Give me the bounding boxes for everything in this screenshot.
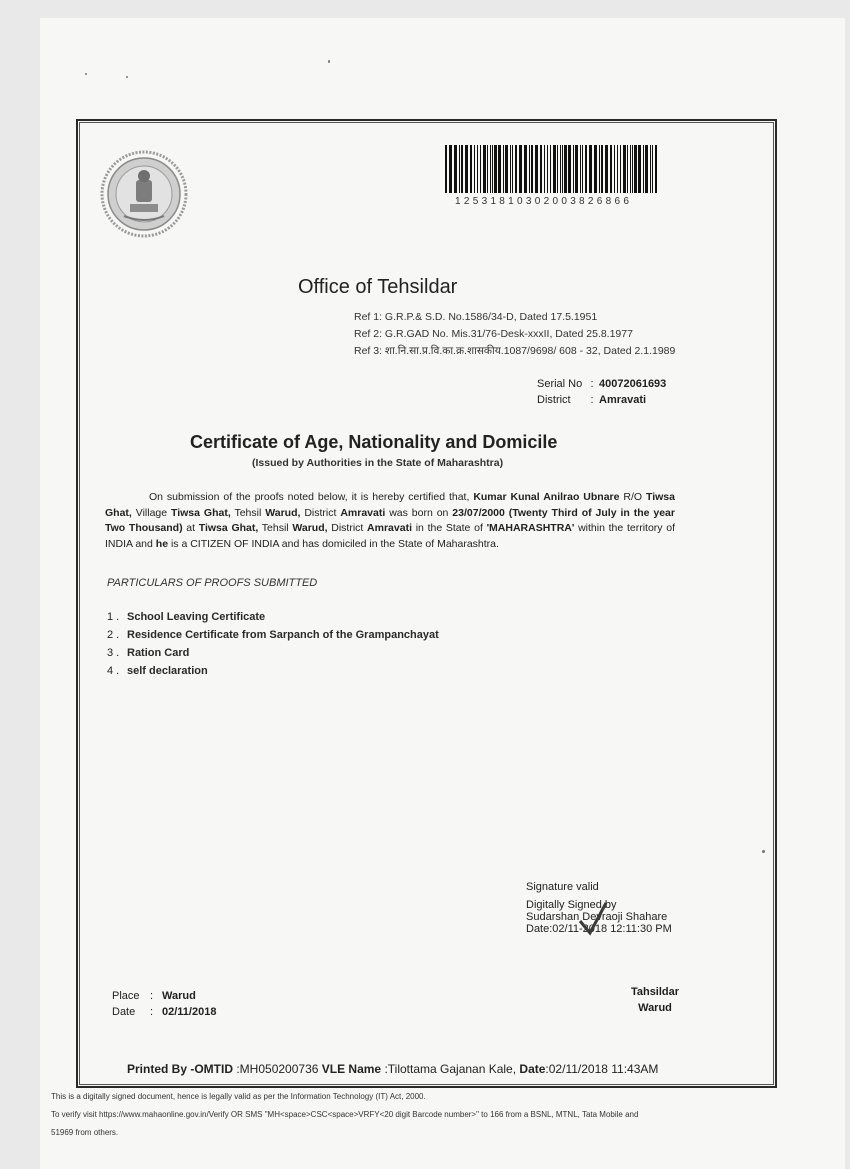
certificate-title: Certificate of Age, Nationality and Domicile <box>190 432 558 452</box>
signature-date: Date:02/11-2018 12:11:30 PM <box>526 923 672 935</box>
place-value: Warud <box>162 990 196 1002</box>
list-item: 3 . Ration Card <box>107 647 190 659</box>
date-of-birth: 23/07/2000 (Twenty Third of July in the year Two Thousand) <box>105 506 675 534</box>
district-label: District <box>537 394 571 406</box>
ref-1: Ref 1: G.R.P.& S.D. No.1586/34-D, Dated 17.5.1951 <box>354 311 598 323</box>
references <box>354 309 675 360</box>
certificate-body: On submission of the proofs noted below, it is hereby certified that, Kumar Kunal Anilrao Ubnare R/O Tiwsa Ghat, Village Tiwsa Ghat, Tehsil Warud, District Amravati was born on 23/07/2000 (Twenty Third of July in the year Two Thousand) at Tiwsa Ghat, Tehsil Warud, District Amravati in the State of 'MAHARASHTRA' within the territory of INDIA and he is a CITIZEN OF INDIA and has domiciled in the State of Maharashtra. <box>105 491 675 550</box>
serial-district-block: Serial No : 40072061693 District : Amravati <box>537 378 667 406</box>
holder-name: Kumar Kunal Anilrao Ubnare <box>473 491 620 503</box>
office-title: Office of Tehsildar <box>298 276 458 298</box>
signer-name: Sudarshan Devraoji Shahare <box>526 911 668 923</box>
certificate-border <box>76 119 777 1088</box>
barcode-number: 12531810302003826866 <box>455 196 633 207</box>
district-value: Amravati <box>599 394 647 406</box>
proofs-list <box>107 608 439 680</box>
place-date-block: Place : Warud Date : 02/11/2018 <box>112 990 217 1018</box>
certificate-subtitle: (Issued by Authorities in the State of Maharashtra) <box>252 457 504 469</box>
ref-2: Ref 2: G.R.GAD No. Mis.31/76-Desk-xxxII, Dated 25.8.1977 <box>354 328 633 340</box>
particulars-heading: PARTICULARS OF PROOFS SUBMITTED <box>107 577 318 589</box>
printed-by-line: Printed By -OMTID :MH050200736 VLE Name :Tilottama Gajanan Kale, Date:02/11/2018 11:43AM <box>127 1062 659 1076</box>
date-value: 02/11/2018 <box>162 1006 217 1018</box>
maharashtra-seal-emblem <box>100 150 188 238</box>
serial-value: 40072061693 <box>599 378 667 390</box>
signature-check-icon <box>576 899 610 941</box>
barcode <box>443 145 661 195</box>
serial-label: Serial No <box>537 378 583 390</box>
signature-status: Signature valid <box>526 881 599 893</box>
list-item: 2 . Residence Certificate from Sarpanch of the Grampanchayat <box>107 629 439 641</box>
issuing-authority: Tahsildar Warud <box>630 986 680 1014</box>
list-item: 4 . self declaration <box>107 665 208 677</box>
list-item: 1 . School Leaving Certificate <box>107 611 266 623</box>
digital-signature: Signature valid Digitally Signed by Sudarshan Devraoji Shahare Date:02/11-2018 12:11:30 PM <box>526 881 672 935</box>
verification-footer: This is a digitally signed document, hence is legally valid as per the Information Technology (IT) Act, 2000. To verify visit https://www.mahaonline.gov.in/Verify OR SMS "MH<space>CSC<space>VRFY<20 digit Barcode number>" to 166 from a BSNL, MTNL, Tata Mobile and 51969 from others. <box>51 1092 639 1137</box>
ref-3: Ref 3: शा.नि.सा.प्र.वि.का.क्र.शासकीय.1087/9698/ 608 - 32, Dated 2.1.1989 <box>354 345 676 357</box>
